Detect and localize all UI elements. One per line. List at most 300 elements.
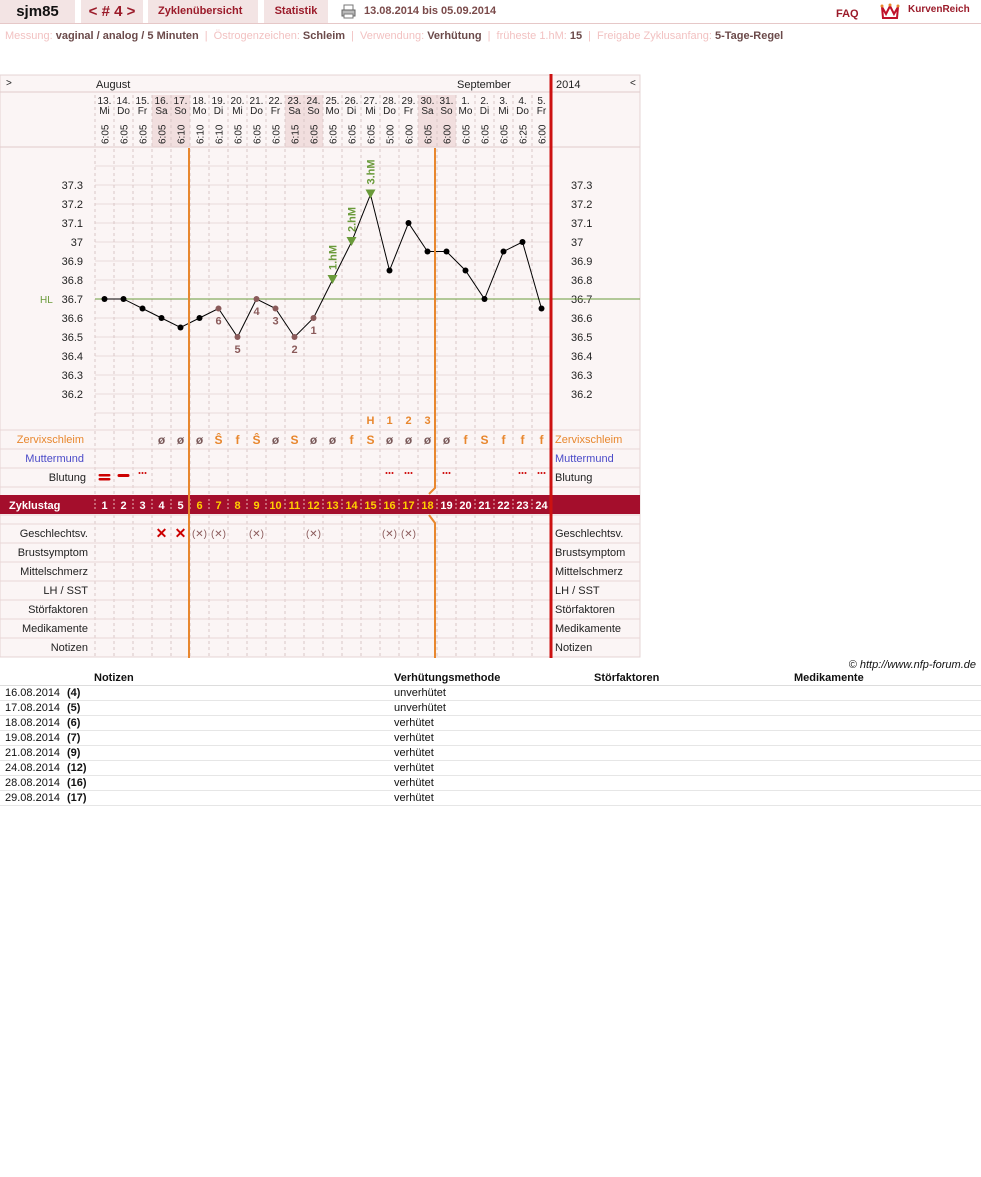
row-date: 28.08.2014 [0, 776, 67, 791]
temperature-point [425, 249, 431, 255]
table-row [0, 746, 981, 761]
day-number: 1. [461, 96, 470, 107]
low-temp-point [292, 334, 298, 340]
cervix-mucus-symbol: ø [385, 433, 394, 447]
measurement-time: 6:05 [138, 124, 150, 144]
temperature-point [520, 239, 526, 245]
cervix-mucus-symbol: S [290, 433, 299, 447]
row-date: 21.08.2014 [0, 746, 67, 761]
month-label: September [457, 79, 511, 91]
day-number: 20. [230, 96, 245, 107]
measurement-time: 6:00 [537, 124, 549, 144]
low-temp-point [216, 306, 222, 312]
day-number: 26. [344, 96, 359, 107]
measurement-time: 6:05 [157, 124, 169, 144]
weekday-label: Mo [458, 106, 473, 117]
day-number: 4. [518, 96, 527, 107]
weekday-label: Mi [232, 106, 243, 117]
cycle-day-number: 20 [459, 500, 472, 512]
weekday-label: Do [383, 106, 396, 117]
notes-header-method: Verhütungsmethode [394, 671, 594, 686]
low-temp-point [254, 296, 260, 302]
row-label-right: Notizen [555, 642, 593, 654]
weekday-label: Di [346, 106, 357, 117]
day-number: 16. [154, 96, 169, 107]
temperature-point [102, 296, 108, 302]
day-number: 28. [382, 96, 397, 107]
cycle-day-number: 12 [307, 500, 320, 512]
row-label-right: Blutung [555, 472, 593, 484]
weekday-label: Di [213, 106, 224, 117]
weekday-label: Mi [498, 106, 509, 117]
temperature-point [121, 296, 127, 302]
bleeding-spotting [408, 472, 410, 474]
measurement-time: 6:05 [461, 124, 473, 144]
crown-icon [880, 2, 900, 20]
row-method: verhütet [394, 746, 594, 761]
bleeding-medium [118, 474, 130, 477]
cervix-mucus-symbol: S [480, 433, 489, 447]
row-label-right: LH / SST [555, 585, 600, 597]
measurement-time: 6:05 [347, 124, 359, 144]
cervix-mucus-symbol: f [501, 433, 506, 447]
y-tick-left: 36.3 [61, 370, 83, 382]
measurement-time: 6:10 [214, 124, 226, 144]
y-tick-right: 36.5 [571, 332, 593, 344]
row-method: verhütet [394, 731, 594, 746]
day-number: 2. [480, 96, 489, 107]
cycle-day-number: 19 [440, 500, 453, 512]
weekday-label: Do [117, 106, 130, 117]
row-cycle-day: (17) [67, 791, 94, 806]
cycle-day-number: 15 [364, 500, 377, 512]
row-cycle-day: (7) [67, 731, 94, 746]
cervix-mucus-symbol: ø [423, 433, 432, 447]
y-tick-left: 36.7 [61, 294, 83, 306]
row-label-lower: Mittelschmerz [20, 566, 88, 578]
bleeding-heavy [99, 474, 111, 477]
row-note [94, 701, 394, 716]
brand-logo[interactable]: KurvenReich [908, 4, 970, 15]
bleeding-spotting [519, 472, 521, 474]
row-method: unverhütet [394, 701, 594, 716]
bleeding-spotting [541, 472, 543, 474]
table-row [0, 686, 981, 701]
row-cycle-day: (6) [67, 716, 94, 731]
notes-header-medication: Medikamente [794, 671, 981, 686]
temperature-point [178, 325, 184, 331]
day-number: 21. [249, 96, 264, 107]
notes-header-date [0, 671, 67, 686]
intercourse-protected-icon: (✕) [400, 529, 417, 540]
y-tick-right: 37.3 [571, 180, 593, 192]
notes-header-notes: Notizen [94, 671, 394, 686]
cervix-mucus-symbol: f [539, 433, 544, 447]
row-cycle-day: (9) [67, 746, 94, 761]
row-date: 24.08.2014 [0, 761, 67, 776]
low-temp-label: 3 [272, 315, 279, 328]
cycle-day-number: 17 [402, 500, 415, 512]
row-cycle-day: (4) [67, 686, 94, 701]
temperature-point [501, 249, 507, 255]
temperature-point [140, 306, 146, 312]
row-note [94, 746, 394, 761]
peak-day-label: 2 [405, 415, 412, 427]
row-date: 19.08.2014 [0, 731, 67, 746]
temperature-point [444, 249, 450, 255]
measurement-time: 6:00 [404, 124, 416, 144]
row-label-right: Mittelschmerz [555, 566, 623, 578]
info-value-usage: Verhütung [427, 30, 482, 42]
measurement-time: 6:05 [480, 124, 492, 144]
cycle-day-number: 24 [535, 500, 548, 512]
info-value-release: 5-Tage-Regel [714, 30, 784, 42]
intercourse-protected-icon: (✕) [248, 529, 265, 540]
cycle-day-number: 8 [234, 500, 241, 512]
y-tick-right: 36.4 [571, 351, 593, 363]
weekday-label: Do [516, 106, 529, 117]
row-note [94, 776, 394, 791]
day-number: 3. [499, 96, 508, 107]
table-row [0, 731, 981, 746]
weekday-label: Fr [137, 106, 148, 117]
cervix-mucus-symbol: ø [195, 433, 204, 447]
intercourse-protected-icon: (✕) [305, 529, 322, 540]
row-date: 17.08.2014 [0, 701, 67, 716]
date-range: 13.08.2014 bis 05.09.2014 [364, 5, 497, 17]
bleeding-spotting [446, 472, 448, 474]
temperature-point [539, 306, 545, 312]
measurement-time: 6:05 [233, 124, 245, 144]
y-tick-right: 36.9 [571, 256, 593, 268]
day-number: 24. [306, 96, 321, 107]
y-tick-right: 36.6 [571, 313, 593, 325]
y-tick-right: 37.1 [571, 218, 593, 230]
measurement-time: 6:00 [442, 124, 454, 144]
bleeding-spotting [389, 472, 391, 474]
cervix-mucus-symbol: ø [157, 433, 166, 447]
cycle-day-number: 18 [421, 500, 434, 512]
row-method: verhütet [394, 716, 594, 731]
row-label-lower: Geschlechtsv. [19, 528, 88, 540]
info-value-measurement: vaginal / analog / 5 Minuten [55, 30, 199, 42]
row-note [94, 716, 394, 731]
measurement-time: 6:05 [309, 124, 321, 144]
measurement-info: Messung: vaginal / analog / 5 Minuten | Östrogenzeichen: Schleim | Verwendung: Verhütung | früheste 1.hM: 15 | Freigabe Zyklusanfang: 5-Tage-Regel [5, 30, 784, 42]
cycle-day-number: 11 [288, 500, 301, 512]
y-tick-right: 37 [571, 237, 584, 249]
weekday-label: Fr [536, 106, 547, 117]
row-cycle-day: (16) [67, 776, 94, 791]
row-note [94, 761, 394, 776]
measurement-time: 6:05 [252, 124, 264, 144]
row-label-lower: Störfaktoren [28, 604, 88, 616]
temperature-point [387, 268, 393, 274]
cervix-mucus-symbol: f [235, 433, 240, 447]
tab-cycle-overview[interactable]: Zyklenübersicht [148, 0, 258, 23]
cervix-mucus-symbol: f [520, 433, 525, 447]
tab-statistics[interactable]: Statistik [264, 0, 328, 23]
cervix-mucus-symbol: ø [328, 433, 337, 447]
weekday-label: Sa [288, 106, 301, 117]
day-number: 13. [97, 96, 112, 107]
table-row [0, 761, 981, 776]
peak-day-label: 3 [424, 415, 431, 427]
hl-label: HL [40, 295, 53, 306]
measurement-time: 6:25 [518, 124, 530, 144]
measurement-time: 6:15 [290, 124, 302, 144]
weekday-label: Di [479, 106, 490, 117]
y-tick-right: 36.2 [571, 389, 593, 401]
row-label-lower: LH / SST [43, 585, 88, 597]
row-method: verhütet [394, 761, 594, 776]
cycle-day-number: 22 [497, 500, 510, 512]
weekday-label: So [307, 106, 320, 117]
table-row [0, 716, 981, 731]
cycle-day-number: 6 [196, 500, 203, 512]
bleeding-heavy [99, 478, 111, 481]
cycle-chart [0, 74, 645, 659]
notes-table [0, 671, 981, 806]
chart-background [0, 75, 640, 657]
cervix-mucus-symbol: S [366, 433, 375, 447]
cycle-day-number: 16 [383, 500, 396, 512]
cycle-day-number: 7 [215, 500, 222, 512]
cycle-day-number: 9 [253, 500, 260, 512]
low-temp-label: 1 [310, 325, 317, 337]
low-temp-point [235, 334, 241, 340]
faq-link[interactable]: FAQ [836, 8, 859, 20]
row-label-bleeding: Blutung [48, 472, 86, 484]
notes-header-disturbances: Störfaktoren [594, 671, 794, 686]
measurement-time: 6:10 [176, 124, 188, 144]
month-label: August [96, 79, 131, 91]
bleeding-spotting [142, 472, 144, 474]
row-label-right: Geschlechtsv. [555, 528, 624, 540]
table-row [0, 701, 981, 716]
bleeding-spotting [443, 472, 445, 474]
y-tick-left: 36.8 [61, 275, 83, 287]
info-value-earliest-hm: 15 [569, 30, 583, 42]
row-label-right: Medikamente [555, 623, 622, 635]
measurement-time: 6:05 [271, 124, 283, 144]
day-number: 14. [116, 96, 131, 107]
intercourse-unprotected-icon: ✕ [174, 525, 187, 541]
row-note [94, 791, 394, 806]
peak-day-label: H [366, 415, 375, 427]
row-method: verhütet [394, 776, 594, 791]
cycle-day-number: 1 [101, 500, 108, 512]
info-label-earliest-hm: früheste 1.hM: [496, 30, 567, 42]
y-tick-left: 37 [70, 237, 83, 249]
weekday-label: Sa [155, 106, 168, 117]
info-label-release: Freigabe Zyklusanfang: [597, 30, 712, 42]
weekday-label: Do [250, 106, 263, 117]
row-date: 29.08.2014 [0, 791, 67, 806]
info-label-measurement: Messung: [5, 30, 53, 42]
weekday-label: Fr [403, 106, 414, 117]
low-temp-label: 5 [234, 344, 241, 356]
year-label: 2014 [556, 79, 581, 91]
measurement-time: 6:05 [366, 124, 378, 144]
day-number: 19. [211, 96, 226, 107]
row-label-lower: Medikamente [21, 623, 88, 635]
bleeding-spotting [139, 472, 141, 474]
cycle-day-number: 2 [120, 500, 127, 512]
bleeding-spotting [145, 472, 147, 474]
row-note [94, 731, 394, 746]
row-label-right: Muttermund [555, 453, 614, 465]
high-temp-label: 1.hM [327, 244, 340, 270]
weekday-label: Mi [365, 106, 376, 117]
temperature-point [482, 296, 488, 302]
low-temp-point [311, 315, 317, 321]
weekday-label: Sa [421, 106, 434, 117]
y-tick-left: 37.3 [61, 180, 83, 192]
bleeding-spotting [392, 472, 394, 474]
nav-next-arrow: < [630, 78, 636, 89]
cervix-mucus-symbol: ø [271, 433, 280, 447]
weekday-label: Mi [99, 106, 110, 117]
bleeding-spotting [544, 472, 546, 474]
user-name: sjm85 [0, 0, 75, 23]
row-cycle-day: (12) [67, 761, 94, 776]
row-label-right: Zervixschleim [555, 434, 623, 446]
measurement-time: 6:05 [499, 124, 511, 144]
table-row [0, 776, 981, 791]
row-label-right: Störfaktoren [555, 604, 615, 616]
weekday-label: So [174, 106, 187, 117]
intercourse-protected-icon: (✕) [191, 529, 208, 540]
cycle-day-label: Zyklustag [9, 500, 61, 512]
low-temp-label: 2 [291, 344, 298, 356]
row-method: verhütet [394, 791, 594, 806]
y-tick-right: 37.2 [571, 199, 593, 211]
low-temp-label: 6 [215, 315, 222, 328]
notes-header-row [0, 671, 981, 686]
cervix-mucus-symbol: ø [404, 433, 413, 447]
weekday-label: Mo [192, 106, 207, 117]
cervix-mucus-symbol: Ŝ [214, 433, 223, 447]
y-tick-left: 36.9 [61, 256, 83, 268]
bleeding-spotting [538, 472, 540, 474]
y-tick-right: 36.7 [571, 294, 593, 306]
weekday-label: Mo [325, 106, 340, 117]
day-number: 23. [287, 96, 302, 107]
cycle-day-number: 14 [345, 500, 358, 512]
bleeding-spotting [386, 472, 388, 474]
info-value-estrogen: Schleim [302, 30, 346, 42]
day-number: 5. [537, 96, 546, 107]
cycle-day-number: 23 [516, 500, 529, 512]
low-temp-label: 4 [253, 306, 260, 318]
bleeding-spotting [449, 472, 451, 474]
weekday-label: Fr [270, 106, 281, 117]
cervix-mucus-symbol: ø [176, 433, 185, 447]
measurement-time: 6:10 [195, 124, 207, 144]
bleeding-spotting [522, 472, 524, 474]
measurement-time: 6:05 [423, 124, 435, 144]
y-tick-left: 36.2 [61, 389, 83, 401]
cycle-day-number: 10 [269, 500, 282, 512]
day-number: 29. [401, 96, 416, 107]
y-tick-left: 36.4 [61, 351, 83, 363]
y-tick-left: 36.5 [61, 332, 83, 344]
bleeding-spotting [405, 472, 407, 474]
temperature-point [159, 315, 165, 321]
weekday-label: So [440, 106, 453, 117]
measurement-time: 6:05 [119, 124, 131, 144]
peak-day-label: 1 [386, 415, 393, 427]
row-date: 18.08.2014 [0, 716, 67, 731]
day-number: 15. [135, 96, 150, 107]
intercourse-protected-icon: (✕) [210, 529, 227, 540]
y-tick-left: 37.1 [61, 218, 83, 230]
row-method: unverhütet [394, 686, 594, 701]
bleeding-spotting [411, 472, 413, 474]
temperature-point [406, 220, 412, 226]
row-cycle-day: (5) [67, 701, 94, 716]
cycle-navigator[interactable]: < # 4 > [81, 0, 143, 23]
notes-header-day [67, 671, 94, 686]
day-number: 22. [268, 96, 283, 107]
y-tick-left: 36.6 [61, 313, 83, 325]
intercourse-unprotected-icon: ✕ [155, 525, 168, 541]
cycle-day-number: 4 [158, 500, 165, 512]
info-label-estrogen: Östrogenzeichen: [213, 30, 300, 42]
high-temp-label: 3.hM [365, 159, 378, 185]
cervix-mucus-symbol: ø [442, 433, 451, 447]
day-number: 27. [363, 96, 378, 107]
temperature-point [197, 315, 203, 321]
row-label-right: Brustsymptom [555, 547, 626, 559]
day-number: 31. [439, 96, 454, 107]
info-label-usage: Verwendung: [359, 30, 425, 42]
measurement-time: 6:05 [100, 124, 112, 144]
copyright: © http://www.nfp-forum.de [848, 659, 976, 671]
cycle-day-number: 5 [177, 500, 184, 512]
day-number: 17. [173, 96, 188, 107]
day-number: 18. [192, 96, 207, 107]
y-tick-left: 37.2 [61, 199, 83, 211]
y-tick-right: 36.3 [571, 370, 593, 382]
bleeding-spotting [525, 472, 527, 474]
table-row [0, 791, 981, 806]
row-label-cervix: Zervixschleim [16, 434, 84, 446]
y-tick-right: 36.8 [571, 275, 593, 287]
cycle-day-number: 3 [139, 500, 146, 512]
row-label-lower: Brustsymptom [17, 547, 88, 559]
measurement-time: 5:00 [385, 124, 397, 144]
day-number: 25. [325, 96, 340, 107]
cervix-mucus-symbol: ø [309, 433, 318, 447]
row-date: 16.08.2014 [0, 686, 67, 701]
nav-prev-arrow: > [6, 78, 12, 89]
low-temp-point [273, 306, 279, 312]
row-label-lower: Notizen [50, 642, 88, 654]
high-temp-label: 2.hM [346, 206, 359, 232]
intercourse-protected-icon: (✕) [381, 529, 398, 540]
cervix-mucus-symbol: f [463, 433, 468, 447]
cervix-mucus-symbol: f [349, 433, 354, 447]
measurement-time: 6:05 [328, 124, 340, 144]
printer-icon[interactable] [341, 4, 356, 19]
cycle-day-number: 13 [326, 500, 339, 512]
row-note [94, 686, 394, 701]
temperature-point [463, 268, 469, 274]
cervix-mucus-symbol: Ŝ [252, 433, 261, 447]
day-number: 30. [420, 96, 435, 107]
